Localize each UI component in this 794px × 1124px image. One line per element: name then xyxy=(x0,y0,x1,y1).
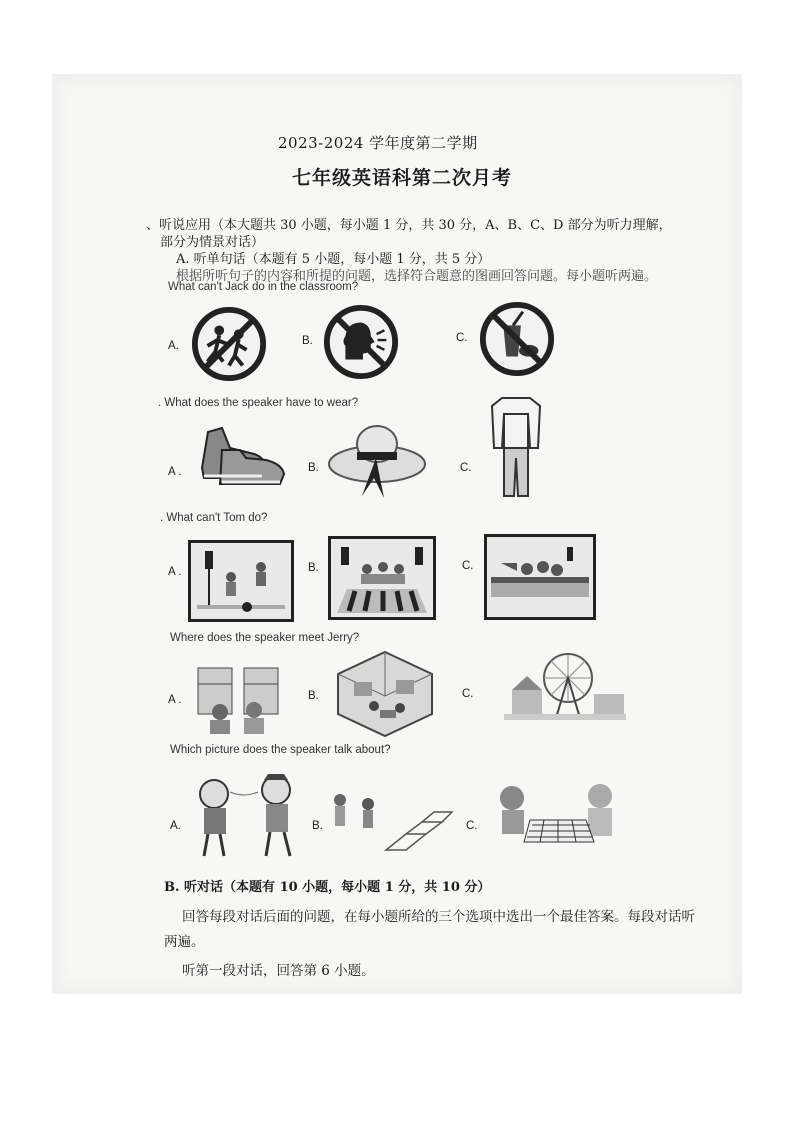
q1-option-c[interactable]: C. xyxy=(456,332,468,344)
section-heading-line2: 部分为情景对话） xyxy=(160,235,265,250)
no-eating-drinking-sign xyxy=(478,300,556,378)
question-2: . What does the speaker have to wear? xyxy=(158,397,359,409)
question-5: Which picture does the speaker talk about? xyxy=(170,744,391,756)
q3-option-c[interactable]: C. xyxy=(462,560,474,572)
traffic-light-kids-picture xyxy=(188,540,294,622)
hopscotch-picture xyxy=(326,790,456,862)
part-b-instruction-line1: 回答每段对话后面的问题，在每小题所给的三个选项中选出一个最佳答案。每段对话听 xyxy=(182,909,695,925)
q2-option-b[interactable]: B. xyxy=(308,462,319,474)
kids-talking-picture xyxy=(186,772,308,860)
question-1: What can't Jack do in the classroom? xyxy=(168,281,359,293)
amusement-park-picture xyxy=(498,648,632,724)
school-year: 2023-2024 学年度第二学期 xyxy=(278,134,478,152)
q5-option-c[interactable]: C. xyxy=(466,820,478,832)
q3-option-b[interactable]: B. xyxy=(308,562,319,574)
question-3: . What can't Tom do? xyxy=(160,512,268,524)
q1-option-b[interactable]: B. xyxy=(302,335,313,347)
exam-title: 七年级英语科第二次月考 xyxy=(292,167,513,189)
q2-option-c[interactable]: C. xyxy=(460,462,472,474)
library-picture xyxy=(192,660,284,740)
section-heading-line1: 、听说应用（本大题共 30 小题，每小题 1 分，共 30 分，A、B、C、D 部分为听力理解， xyxy=(146,218,672,233)
no-shouting-sign xyxy=(322,303,400,381)
q2-option-a[interactable]: A . xyxy=(168,466,182,478)
q5-option-a[interactable]: A. xyxy=(170,820,181,832)
kids-waving-picture xyxy=(484,534,596,620)
q4-option-a[interactable]: A . xyxy=(168,694,182,706)
q4-option-b[interactable]: B. xyxy=(308,690,319,702)
part-a-title: A. 听单句话（本题有 5 小题，每小题 1 分，共 5 分） xyxy=(176,252,491,267)
q4-option-c[interactable]: C. xyxy=(462,688,474,700)
listen-first-dialogue: 听第一段对话，回答第 6 小题。 xyxy=(182,963,375,979)
q1-option-a[interactable]: A. xyxy=(168,340,179,352)
no-running-sign xyxy=(190,305,268,383)
part-b-instruction-line2: 两遍。 xyxy=(164,934,205,950)
chess-picture xyxy=(496,780,620,850)
q3-option-a[interactable]: A . xyxy=(168,566,182,578)
zebra-crossing-picture xyxy=(328,536,436,620)
q5-option-b[interactable]: B. xyxy=(312,820,323,832)
sun-hat-picture xyxy=(326,418,428,500)
part-a-instruction: 根据所听句子的内容和所提的问题，选择符合题意的图画回答问题。每小题听两遍。 xyxy=(176,269,658,284)
tracksuit-picture xyxy=(488,392,544,506)
sneakers-picture xyxy=(196,418,290,488)
part-b-title: B. 听对话（本题有 10 小题，每小题 1 分，共 10 分） xyxy=(164,880,491,895)
question-4: Where does the speaker meet Jerry? xyxy=(170,632,360,644)
school-room-picture xyxy=(334,648,436,740)
